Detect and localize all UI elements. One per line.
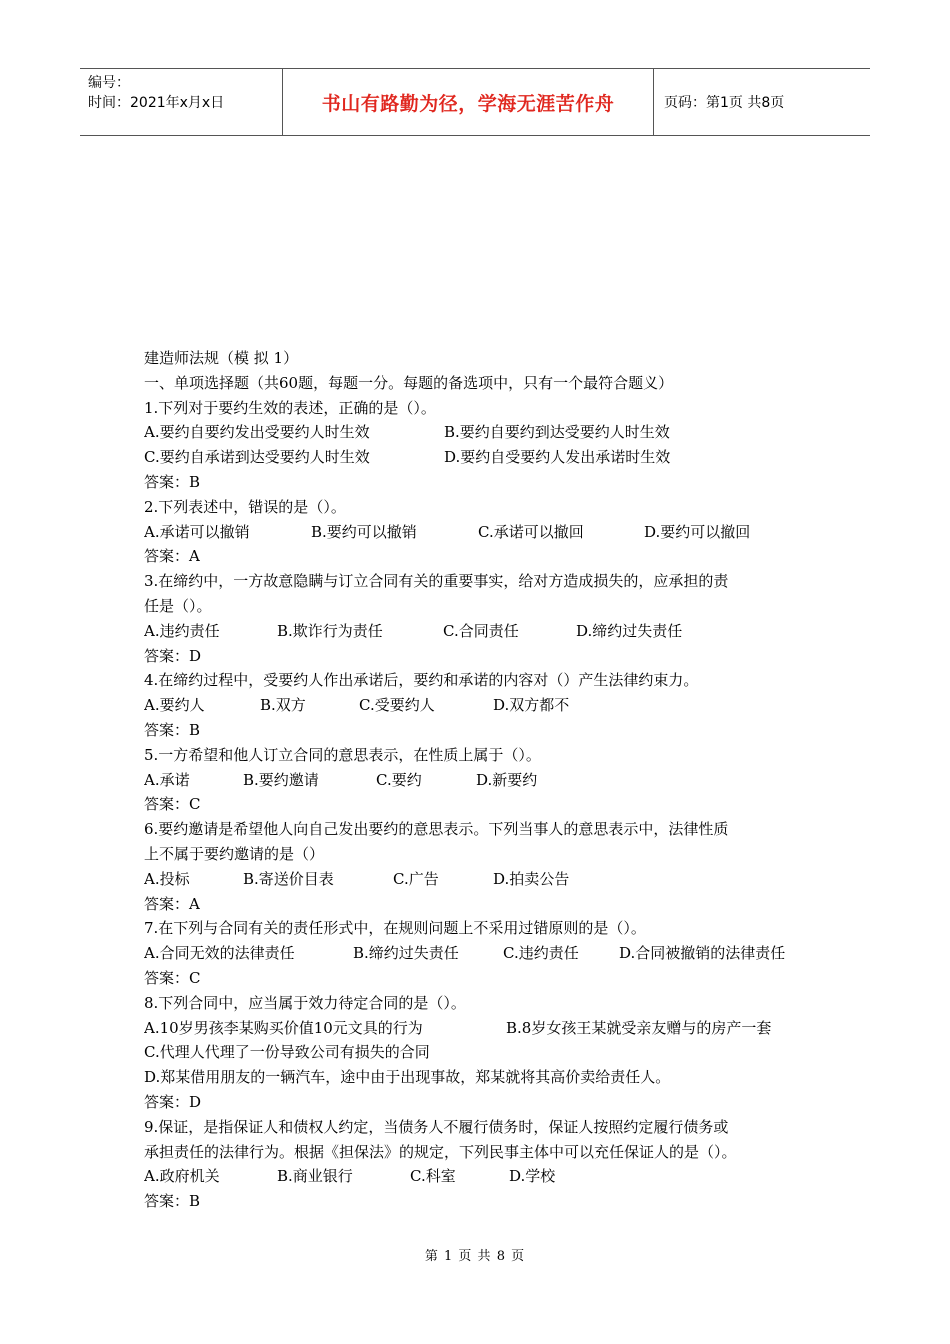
option-a: A.违约责任 — [144, 621, 220, 640]
option-c: C.受要约人 — [359, 696, 435, 715]
option-a: A.10岁男孩李某购买价值10元文具的行为 — [144, 1018, 423, 1037]
header-page-cell — [654, 69, 870, 135]
header-motto: 书山有路勤为径，学海无涯苦作舟 — [321, 92, 615, 115]
option-c: C.代理人代理了一份导致公司有损失的合同 — [144, 1043, 430, 1062]
option-d: D.拍卖公告 — [493, 869, 570, 888]
doc-title: 建造师法规（模 拟 1） — [144, 349, 299, 367]
footer-page-number: 第 1 页 共 8 页 — [424, 1249, 526, 1264]
header-time-label: 时间：2021年x月x日 — [88, 95, 225, 111]
option-c: C.违约责任 — [503, 944, 579, 963]
option-b: B.缔约过失责任 — [353, 944, 459, 963]
option-d: D.新要约 — [476, 770, 538, 789]
option-b: B.商业银行 — [277, 1167, 353, 1186]
header-number-label: 编号： — [88, 75, 130, 91]
question-text: 9.保证，是指保证人和债权人约定，当债务人不履行债务时，保证人按照约定履行债务或 — [144, 1117, 729, 1136]
option-a: A.要约人 — [144, 696, 205, 715]
option-a: A.政府机关 — [144, 1167, 220, 1186]
option-row — [144, 1016, 814, 1041]
option-row — [144, 941, 814, 966]
answer: 答案：A — [144, 547, 200, 566]
answer: 答案：C — [144, 968, 201, 987]
question-text: 5.一方希望和他人订立合同的意思表示，在性质上属于（）。 — [144, 745, 541, 764]
question-text-cont: 上不属于要约邀请的是（） — [144, 844, 325, 863]
answer: 答案：B — [144, 1192, 201, 1211]
option-b: B.要约可以撤销 — [311, 522, 417, 541]
option-c: C.科室 — [410, 1167, 456, 1186]
option-b: B.要约邀请 — [243, 770, 319, 789]
answer: 答案：D — [144, 1092, 202, 1111]
option-d: D.郑某借用朋友的一辆汽车，途中由于出现事故，郑某就将其高价卖给责任人。 — [144, 1068, 671, 1087]
option-row — [144, 420, 814, 445]
option-c: C.合同责任 — [443, 621, 519, 640]
option-a: A.要约自要约发出受要约人时生效 — [144, 423, 370, 442]
option-d: D.缔约过失责任 — [576, 621, 683, 640]
option-c: C.承诺可以撤回 — [478, 522, 584, 541]
option-row — [144, 445, 814, 470]
header-page-info: 页码：第1页 共8页 — [664, 95, 785, 111]
option-c: C.广告 — [393, 869, 439, 888]
question-text: 3.在缔约中，一方故意隐瞒与订立合同有关的重要事实，给对方造成损失的，应承担的责 — [144, 572, 729, 591]
option-d: D.合同被撤销的法律责任 — [619, 944, 786, 963]
question-text: 7.在下列与合同有关的责任形式中，在规则问题上不采用过错原则的是（）。 — [144, 919, 646, 938]
option-d: D.学校 — [509, 1167, 556, 1186]
option-c: C.要约 — [376, 770, 422, 789]
header-motto-cell — [282, 69, 654, 135]
option-a: A.承诺可以撤销 — [144, 522, 250, 541]
question-text: 1.下列对于要约生效的表述，正确的是（）。 — [144, 398, 436, 417]
option-row — [144, 1164, 814, 1189]
answer: 答案：A — [144, 894, 200, 913]
option-b: B.欺诈行为责任 — [277, 621, 383, 640]
question-text: 8.下列合同中，应当属于效力待定合同的是（）。 — [144, 993, 466, 1012]
section-heading: 一、单项选择题（共60题，每题一分。每题的备选项中，只有一个最符合题义） — [144, 373, 674, 392]
option-a: A.承诺 — [144, 770, 190, 789]
answer: 答案：B — [144, 720, 201, 739]
answer: 答案：C — [144, 795, 201, 814]
question-text-cont: 承担责任的法律行为。根据《担保法》的规定，下列民事主体中可以充任保证人的是（）。 — [144, 1142, 737, 1161]
option-d: D.双方都不 — [493, 696, 570, 715]
option-d: D.要约自受要约人发出承诺时生效 — [444, 448, 671, 467]
option-c: C.要约自承诺到达受要约人时生效 — [144, 448, 370, 467]
option-a: A.合同无效的法律责任 — [144, 944, 295, 963]
question-text: 4.在缔约过程中，受要约人作出承诺后，要约和承诺的内容对（）产生法律约束力。 — [144, 671, 699, 690]
page-header — [80, 68, 870, 136]
option-row — [144, 520, 814, 545]
option-a: A.投标 — [144, 869, 190, 888]
option-d: D.要约可以撤回 — [644, 522, 751, 541]
answer: 答案：B — [144, 472, 201, 491]
option-b: B.寄送价目表 — [243, 869, 334, 888]
document-body — [144, 346, 814, 1214]
option-b: B.要约自要约到达受要约人时生效 — [444, 423, 670, 442]
option-b: B.8岁女孩王某就受亲友赠与的房产一套 — [506, 1018, 772, 1037]
page-footer — [0, 1245, 950, 1264]
question-text-cont: 任是（）。 — [144, 596, 212, 615]
option-b: B.双方 — [260, 696, 306, 715]
option-row — [144, 768, 814, 793]
question-text: 2.下列表述中，错误的是（）。 — [144, 497, 346, 516]
option-row — [144, 619, 814, 644]
option-row — [144, 693, 814, 718]
answer: 答案：D — [144, 646, 202, 665]
option-row — [144, 867, 814, 892]
question-text: 6.要约邀请是希望他人向自己发出要约的意思表示。下列当事人的意思表示中，法律性质 — [144, 820, 729, 839]
header-meta — [80, 69, 282, 135]
